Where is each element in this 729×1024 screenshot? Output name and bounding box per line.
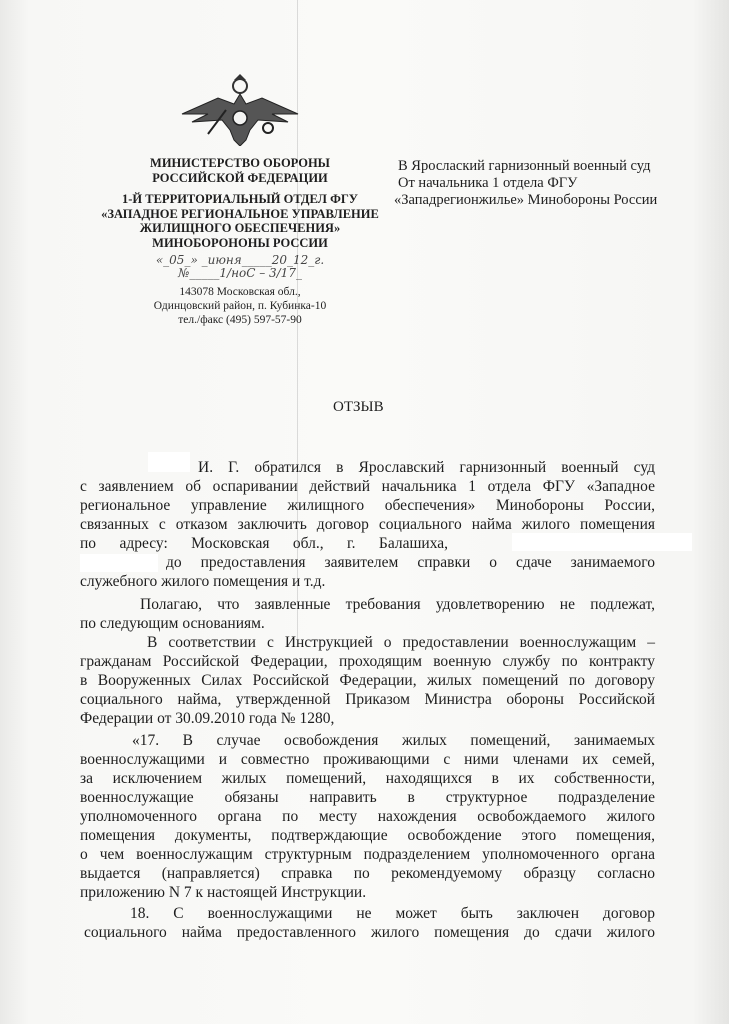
body-line: приложению N 7 к настоящей Инструкции.	[80, 884, 367, 901]
body-line: военнослужащие обязаны направить в структурное подразделение	[80, 789, 655, 806]
recipient-line: От начальника 1 отдела ФГУ	[398, 175, 578, 191]
body-line: 18. С военнослужащими не может быть заключен договор	[130, 905, 655, 922]
address-line: тел./факс (495) 597-57-90	[178, 314, 302, 326]
body-line: Федерации от 30.09.2010 года № 1280,	[80, 710, 335, 727]
date-line: «_05_» _июня_____20_12_г.	[155, 253, 325, 267]
body-line: с заявлением об оспаривании действий начальника 1 отдела ФГУ «Западное	[80, 478, 655, 495]
body-line: о чем военнослужащим структурным подразделением уполномоченного органа	[80, 846, 655, 863]
body-line: помещения документы, подтверждающие освобождение этого помещения,	[80, 827, 655, 844]
redaction	[512, 533, 692, 551]
body-line: Полагаю, что заявленные требования удовлетворению не подлежат,	[140, 596, 655, 613]
body-line: уполномоченного органа по месту нахождения освобождаемого жилого	[80, 808, 655, 825]
body-line: выдается (направляется) справка по рекомендуемому образцу согласно	[80, 865, 655, 882]
department-name	[98, 192, 382, 250]
recipient-block	[394, 158, 658, 209]
body-line: гражданам Российской Федерации, проходящим военную службу по контракту	[80, 653, 655, 670]
body-line: служебного жилого помещения и т.д.	[80, 573, 326, 590]
body-line: по следующим основаниям.	[80, 615, 265, 632]
body-line: «17. В случае освобождения жилых помещений, занимаемых	[132, 732, 655, 749]
body-line: до предоставления заявителем справки о сдаче занимаемого	[166, 554, 655, 571]
department-line: МИНОБОРОНОНЫ РОССИИ	[152, 235, 328, 250]
ministry-line: РОССИЙСКОЙ ФЕДЕРАЦИИ	[152, 170, 328, 185]
document-title: ОТЗЫВ	[333, 399, 384, 415]
sender-address	[120, 285, 360, 327]
address-line: 143078 Московская обл.,	[179, 286, 301, 298]
address-line: Одинцовский район, п. Кубинка-10	[153, 300, 327, 312]
emblem-icon	[178, 74, 302, 146]
redaction	[148, 452, 190, 472]
number-line: №_____1/ноС – 3/17_	[178, 266, 302, 280]
body-line: связанных с отказом заключить договор социального найма жилого помещения	[80, 516, 655, 533]
body-line: социального найма предоставленного жилого помещения до сдачи жилого	[84, 924, 655, 941]
body-line: региональное управление жилищного обеспечения» Минобороны России,	[80, 497, 655, 514]
ministry-name	[120, 156, 360, 185]
body-line: И. Г. обратился в Ярославский гарнизонный военный суд	[198, 459, 655, 476]
body-line: В соответствии с Инструкцией о предоставлении военнослужащим –	[147, 634, 655, 651]
department-line: 1-Й ТЕРРИТОРИАЛЬНЫЙ ОТДЕЛ ФГУ	[122, 192, 358, 206]
body-line: социального найма, утвержденной Приказом Министра обороны Российской	[80, 691, 655, 708]
body-line: военнослужащими и совместно проживающими с ними членами их семей,	[80, 751, 655, 768]
department-line: «ЗАПАДНОЕ РЕГИОНАЛЬНОЕ УПРАВЛЕНИЕ	[101, 206, 379, 221]
ministry-line: МИНИСТЕРСТВО ОБОРОНЫ	[150, 156, 330, 170]
body-line: за исключением жилых помещений, находящихся в их собственности,	[80, 770, 655, 787]
recipient-line: «Западрегионжилье» Минобороны России	[394, 192, 658, 208]
body-line: в Вооруженных Силах Российской Федерации, жилых помещений по договору	[80, 672, 655, 689]
recipient-line: В Ярослаский гарнизонный военный суд	[398, 158, 651, 174]
body-line: по адресу: Московская обл., г. Балашиха,	[80, 535, 448, 552]
department-line: ЖИЛИЩНОГО ОБЕСПЕЧЕНИЯ»	[139, 221, 341, 235]
redaction	[80, 554, 158, 572]
